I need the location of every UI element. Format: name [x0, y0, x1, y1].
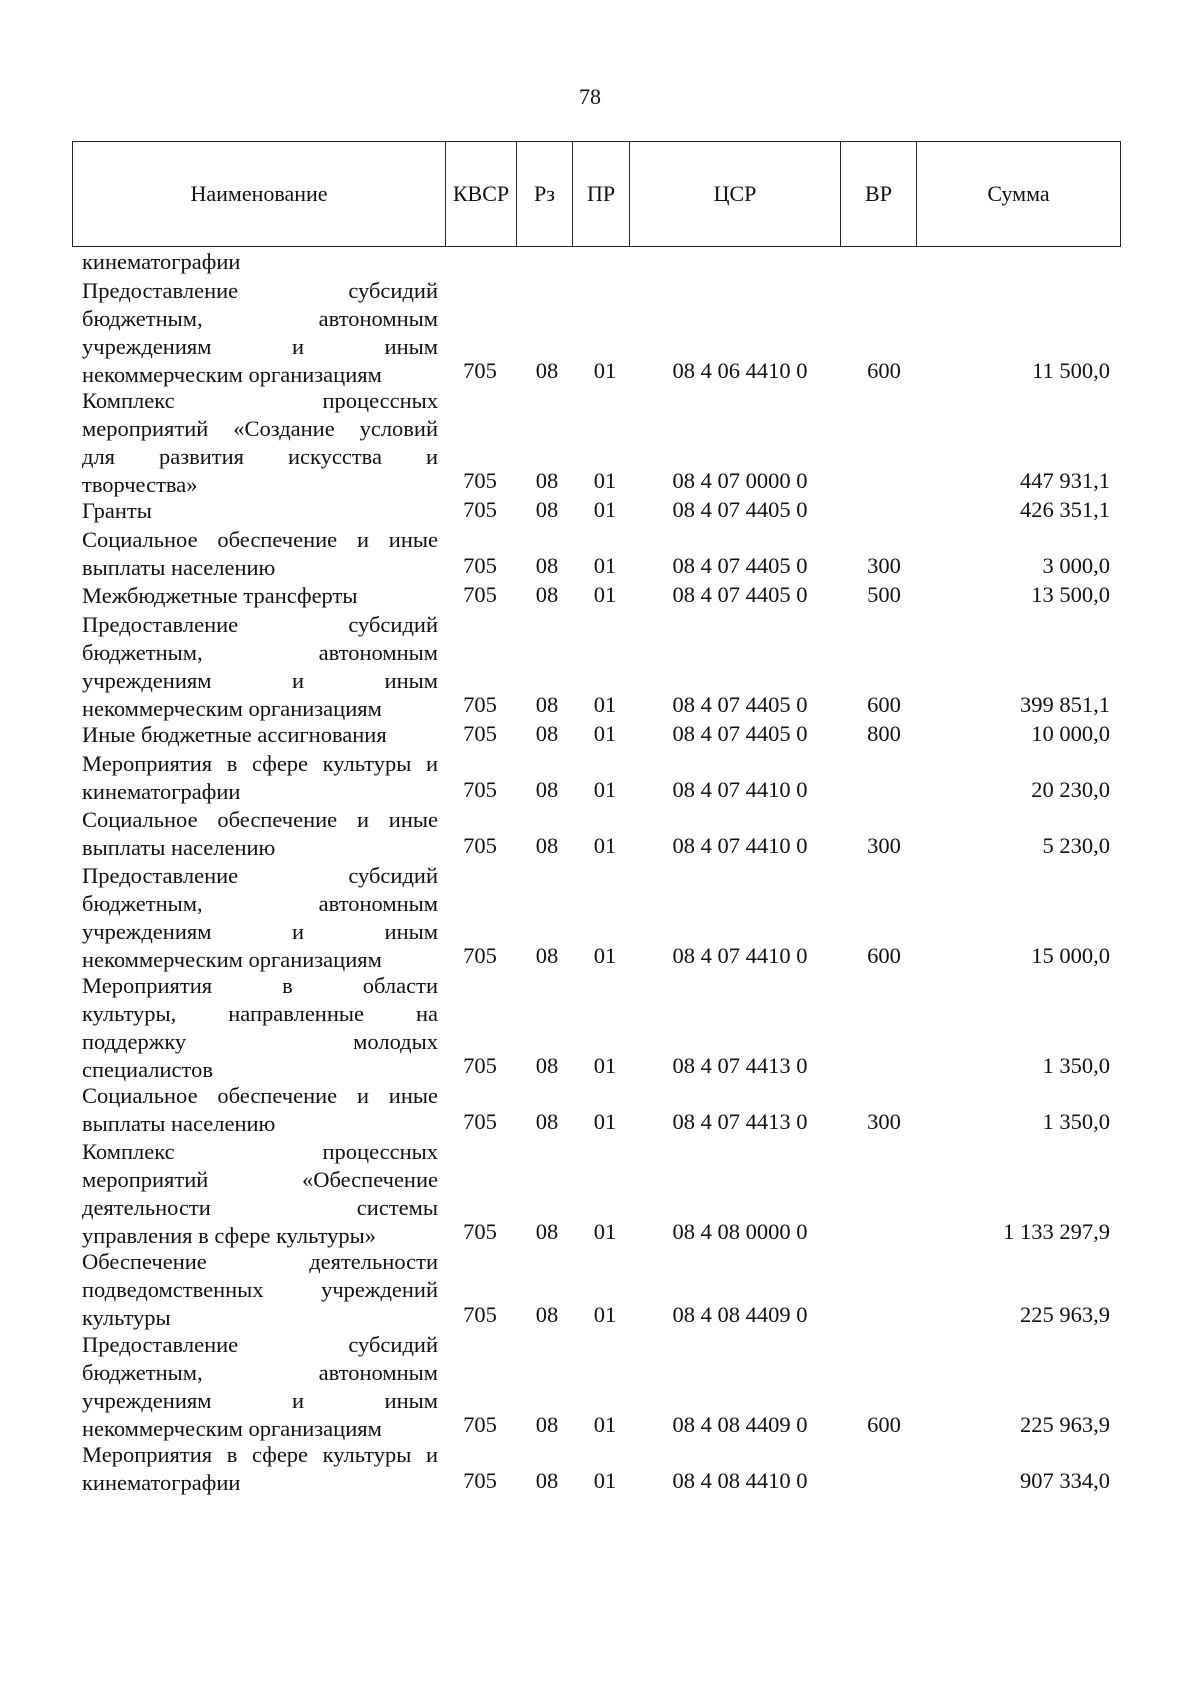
header-pr: ПР: [573, 142, 630, 246]
row-kvsr: 705: [463, 692, 497, 717]
header-kvsr: КВСР: [446, 142, 517, 246]
header-name: Наименование: [73, 142, 446, 246]
row-pr: 01: [593, 1053, 617, 1078]
row-name-line: Предоставление субсидий: [82, 863, 438, 888]
header-csr: ЦСР: [630, 142, 841, 246]
row-rz: 08: [535, 777, 559, 802]
row-rz: 08: [535, 358, 559, 383]
row-rz: 08: [535, 1219, 559, 1244]
row-pr: 01: [593, 692, 617, 717]
row-name-line: Мероприятия в области: [82, 973, 438, 998]
header-sum: Сумма: [987, 181, 1050, 206]
row-name-line: культуры: [82, 1305, 171, 1330]
table-row: [0, 582, 1200, 609]
row-sum: 1 350,0: [1042, 1109, 1110, 1134]
row-pr: 01: [593, 497, 617, 522]
row-kvsr: 705: [463, 1302, 497, 1327]
row-rz: 08: [535, 497, 559, 522]
row-sum: 11 500,0: [1032, 358, 1110, 383]
row-kvsr: 705: [463, 1219, 497, 1244]
row-name-line: Межбюджетные трансферты: [82, 583, 358, 608]
row-csr: 08 4 07 4405 0: [672, 721, 808, 746]
row-csr: 08 4 07 4405 0: [672, 692, 808, 717]
row-name: [82, 750, 438, 806]
table-row: [0, 248, 1200, 275]
row-name-line: Иные бюджетные ассигнования: [82, 722, 387, 747]
row-csr: 08 4 08 4409 0: [672, 1412, 808, 1437]
row-csr: 08 4 07 4405 0: [672, 582, 808, 607]
row-vr: 600: [867, 1412, 901, 1437]
row-pr: 01: [593, 553, 617, 578]
row-rz: 08: [535, 1412, 559, 1437]
row-name-line: некоммерческим организациям: [82, 947, 382, 972]
row-name-line: выплаты населению: [82, 835, 276, 860]
row-sum: 225 963,9: [1020, 1302, 1110, 1327]
row-name: [82, 806, 438, 862]
row-name: [82, 248, 438, 276]
row-vr: 300: [867, 833, 901, 858]
table-row: [0, 806, 1200, 860]
row-vr: 600: [867, 692, 901, 717]
row-name-line: Предоставление субсидий: [82, 278, 438, 303]
row-name: [82, 1331, 438, 1443]
row-rz: 08: [535, 1302, 559, 1327]
row-kvsr: 705: [463, 1412, 497, 1437]
row-name-line: некоммерческим организациям: [82, 1416, 382, 1441]
row-name: [82, 1248, 438, 1332]
row-name-line: выплаты населению: [82, 1111, 276, 1136]
table-header: [72, 141, 1121, 247]
row-rz: 08: [535, 943, 559, 968]
table-row: [0, 1248, 1200, 1329]
row-name-line: Социальное обеспечение и иные: [82, 527, 438, 552]
row-kvsr: 705: [463, 943, 497, 968]
row-sum: 225 963,9: [1020, 1412, 1110, 1437]
row-csr: 08 4 08 4409 0: [672, 1302, 808, 1327]
row-kvsr: 705: [463, 582, 497, 607]
row-name-line: учреждениям и иным: [82, 919, 438, 944]
row-sum: 399 851,1: [1020, 692, 1110, 717]
row-name-line: выплаты населению: [82, 555, 276, 580]
row-sum: 5 230,0: [1042, 833, 1110, 858]
row-sum: 3 000,0: [1042, 553, 1110, 578]
row-name-line: управления в сфере культуры»: [82, 1223, 376, 1248]
row-name: [82, 862, 438, 974]
row-name-line: кинематографии: [82, 1470, 241, 1495]
row-name-line: мероприятий «Создание условий: [82, 416, 438, 441]
row-csr: 08 4 07 4413 0: [672, 1109, 808, 1134]
row-pr: 01: [593, 777, 617, 802]
row-kvsr: 705: [463, 777, 497, 802]
row-name: [82, 1082, 438, 1138]
table-row: [0, 862, 1200, 970]
row-name-line: бюджетным, автономным: [82, 640, 438, 665]
row-name-line: культуры, направленные на: [82, 1001, 438, 1026]
row-name: [82, 611, 438, 723]
row-kvsr: 705: [463, 553, 497, 578]
row-pr: 01: [593, 1219, 617, 1244]
row-name-line: Мероприятия в сфере культуры и: [82, 1442, 438, 1467]
row-name: [82, 972, 438, 1084]
row-name-line: для развития искусства и: [82, 444, 438, 469]
table-row: [0, 1082, 1200, 1136]
table-row: [0, 526, 1200, 580]
row-kvsr: 705: [463, 468, 497, 493]
row-vr: 500: [867, 582, 901, 607]
row-pr: 01: [593, 1109, 617, 1134]
row-csr: 08 4 07 4410 0: [672, 777, 808, 802]
row-csr: 08 4 07 4410 0: [672, 833, 808, 858]
row-name-line: некоммерческим организациям: [82, 696, 382, 721]
page-number: 78: [579, 84, 601, 109]
row-rz: 08: [535, 833, 559, 858]
row-vr: 600: [867, 358, 901, 383]
row-name-line: Мероприятия в сфере культуры и: [82, 751, 438, 776]
header-vr: ВР: [841, 142, 917, 246]
row-csr: 08 4 06 4410 0: [672, 358, 808, 383]
table-row: [0, 1138, 1200, 1246]
row-sum: 15 000,0: [1031, 943, 1110, 968]
row-name: [82, 387, 438, 499]
table-row: [0, 972, 1200, 1080]
row-pr: 01: [593, 358, 617, 383]
row-kvsr: 705: [463, 1468, 497, 1493]
row-name-line: некоммерческим организациям: [82, 362, 382, 387]
header-rz: Рз: [517, 142, 573, 246]
row-name-line: Социальное обеспечение и иные: [82, 807, 438, 832]
row-name: [82, 497, 438, 525]
row-rz: 08: [535, 553, 559, 578]
row-name-line: Социальное обеспечение и иные: [82, 1083, 438, 1108]
table-row: [0, 1441, 1200, 1495]
row-name: [82, 1441, 438, 1497]
row-vr: 300: [867, 1109, 901, 1134]
row-kvsr: 705: [463, 833, 497, 858]
table-row: [0, 750, 1200, 804]
row-kvsr: 705: [463, 721, 497, 746]
row-pr: 01: [593, 1412, 617, 1437]
row-rz: 08: [535, 1109, 559, 1134]
row-csr: 08 4 07 4413 0: [672, 1053, 808, 1078]
row-pr: 01: [593, 1302, 617, 1327]
row-name-line: кинематографии: [82, 779, 241, 804]
row-name-line: учреждениям и иным: [82, 668, 438, 693]
row-name-line: деятельности системы: [82, 1195, 438, 1220]
row-pr: 01: [593, 943, 617, 968]
table-row: [0, 277, 1200, 385]
row-sum: 907 334,0: [1020, 1468, 1110, 1493]
row-name-line: Комплекс процессных: [82, 1139, 438, 1164]
row-rz: 08: [535, 721, 559, 746]
row-kvsr: 705: [463, 1109, 497, 1134]
row-name-line: Гранты: [82, 498, 152, 523]
row-name-line: поддержку молодых: [82, 1029, 438, 1054]
row-sum: 447 931,1: [1020, 468, 1110, 493]
row-csr: 08 4 07 0000 0: [672, 468, 808, 493]
row-sum: 1 350,0: [1042, 1053, 1110, 1078]
table-body: [0, 248, 1200, 1497]
row-rz: 08: [535, 468, 559, 493]
row-rz: 08: [535, 582, 559, 607]
row-vr: 300: [867, 553, 901, 578]
row-name: [82, 526, 438, 582]
table-row: [0, 1331, 1200, 1439]
row-name: [82, 277, 438, 389]
row-name-line: подведомственных учреждений: [82, 1277, 438, 1302]
row-sum: 20 230,0: [1031, 777, 1110, 802]
row-csr: 08 4 07 4405 0: [672, 497, 808, 522]
row-name-line: бюджетным, автономным: [82, 1360, 438, 1385]
row-sum: 10 000,0: [1031, 721, 1110, 746]
row-pr: 01: [593, 582, 617, 607]
row-sum: 426 351,1: [1020, 497, 1110, 522]
row-kvsr: 705: [463, 497, 497, 522]
row-rz: 08: [535, 1053, 559, 1078]
row-name-line: Обеспечение деятельности: [82, 1249, 438, 1274]
row-csr: 08 4 07 4405 0: [672, 553, 808, 578]
row-vr: 800: [867, 721, 901, 746]
row-name: [82, 582, 438, 610]
row-name: [82, 1138, 438, 1250]
row-name-line: учреждениям и иным: [82, 334, 438, 359]
row-name-line: Предоставление субсидий: [82, 1332, 438, 1357]
row-pr: 01: [593, 833, 617, 858]
row-name-line: мероприятий «Обеспечение: [82, 1167, 438, 1192]
row-pr: 01: [593, 468, 617, 493]
row-name: [82, 721, 438, 749]
row-name-line: творчества»: [82, 472, 198, 497]
table-row: [0, 497, 1200, 524]
row-name-line: Предоставление субсидий: [82, 612, 438, 637]
row-name-line: кинематографии: [82, 249, 241, 274]
row-name-line: бюджетным, автономным: [82, 306, 438, 331]
row-pr: 01: [593, 1468, 617, 1493]
row-kvsr: 705: [463, 358, 497, 383]
row-name-line: Комплекс процессных: [82, 388, 438, 413]
row-sum: 1 133 297,9: [1003, 1219, 1110, 1244]
row-kvsr: 705: [463, 1053, 497, 1078]
row-rz: 08: [535, 692, 559, 717]
table-row: [0, 721, 1200, 748]
table-row: [0, 611, 1200, 719]
table-row: [0, 387, 1200, 495]
row-rz: 08: [535, 1468, 559, 1493]
row-pr: 01: [593, 721, 617, 746]
row-sum: 13 500,0: [1031, 582, 1110, 607]
row-csr: 08 4 07 4410 0: [672, 943, 808, 968]
row-name-line: бюджетным, автономным: [82, 891, 438, 916]
row-vr: 600: [867, 943, 901, 968]
row-csr: 08 4 08 4410 0: [672, 1468, 808, 1493]
row-name-line: учреждениям и иным: [82, 1388, 438, 1413]
row-name-line: специалистов: [82, 1057, 213, 1082]
row-csr: 08 4 08 0000 0: [672, 1219, 808, 1244]
